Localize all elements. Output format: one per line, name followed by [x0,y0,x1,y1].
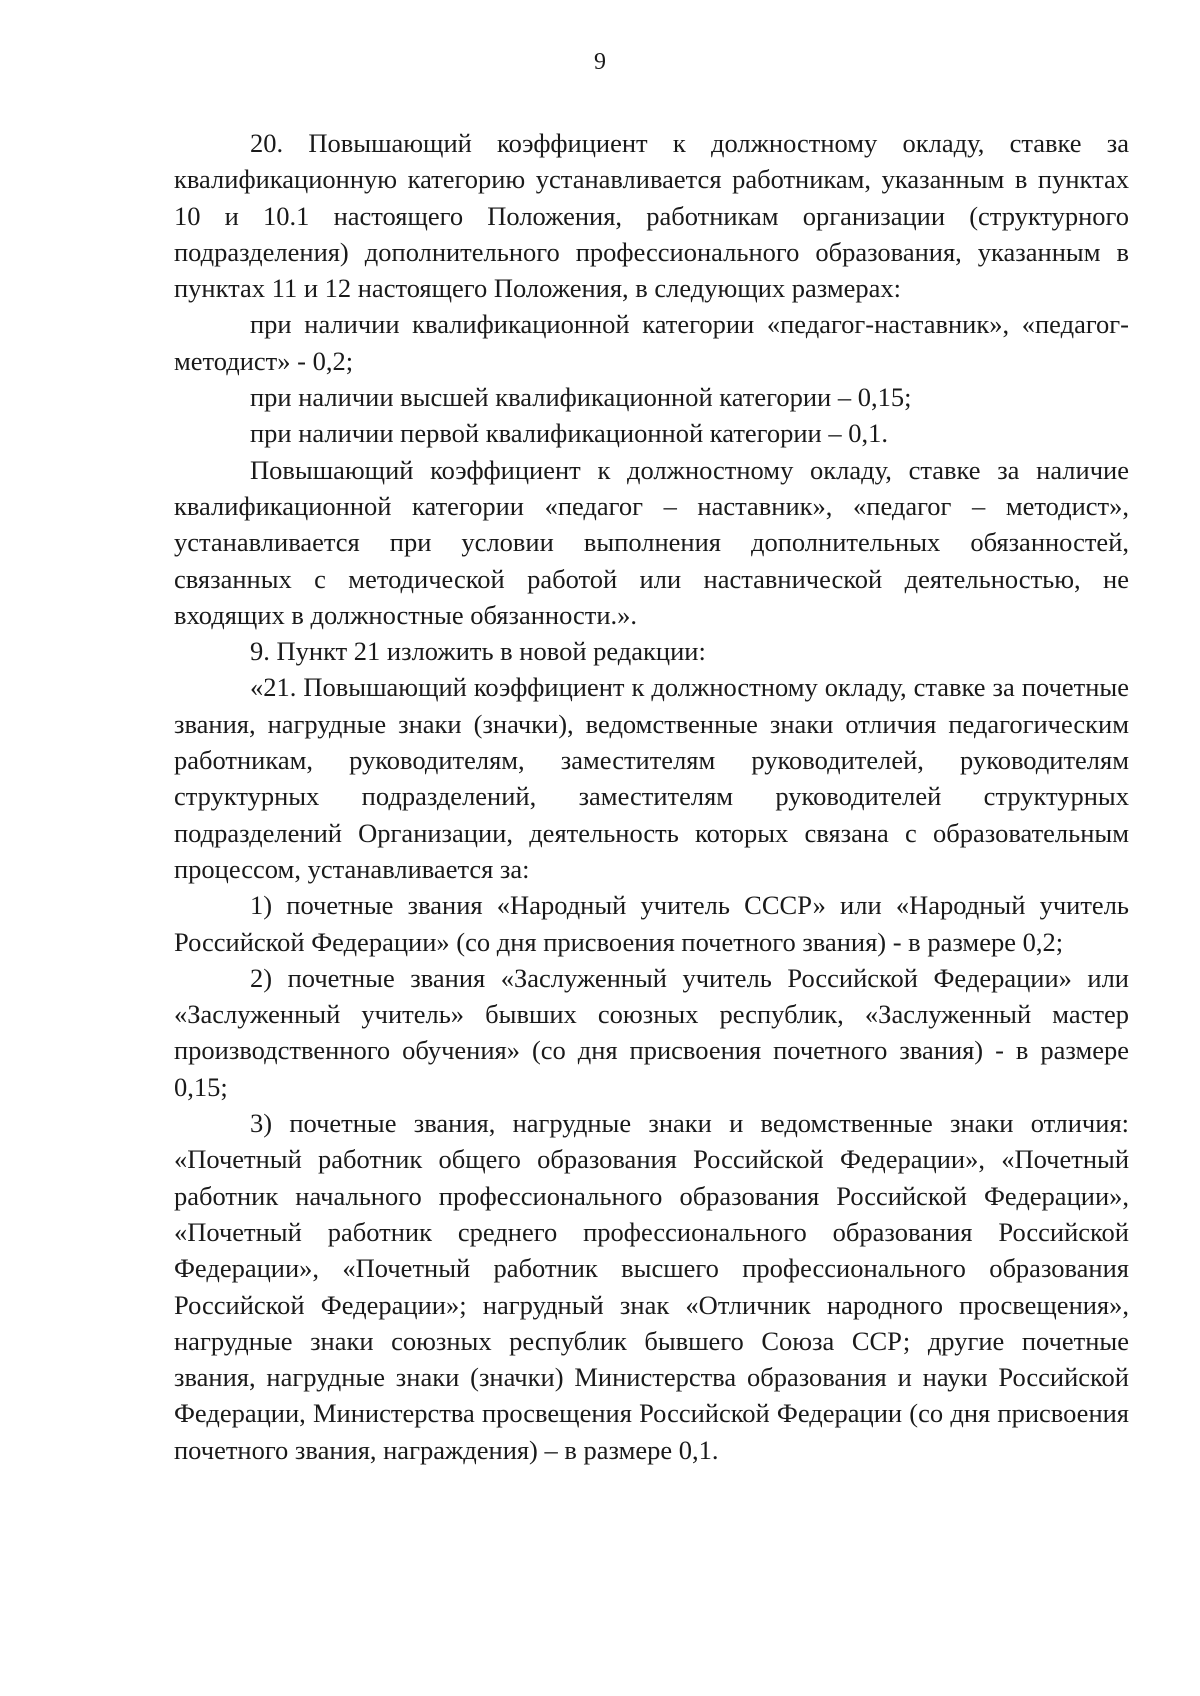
paragraph-point-9: 9. Пункт 21 изложить в новой редакции: [250,636,706,667]
paragraph-subitem-3: 3) почетные звания, нагрудные знаки и ведомственные знаки отличия: «Почетный работник общего образования Российской Федерации», «Почетный работник начального профессионального образования Российской Федерации», «Почетный работник среднего профессионального образования Российской Федерации», «Почетный работник высшего профессионального образования Российской Федерации»; нагрудный знак «Отличник народного просвещения», нагрудные знаки союзных республик бывшего Союза ССР; другие почетные звания, нагрудные знаки (значки) Министерства образования и науки Российской Федерации, Министерства просвещения Российской Федерации (со дня присвоения почетного звания, награждения) – в размере 0,1. [174,1108,1129,1465]
paragraph-item-20: 20. Повышающий коэффициент к должностному окладу, ставке за квалификационную категорию устанавливается работникам, указанным в пунктах 10 и 10.1 настоящего Положения, работникам организации (структурного подразделения) дополнительного профессионального образования, указанным в пунктах 11 и 12 настоящего Положения, в следующих размерах: [174,128,1129,304]
paragraph-highest-category: при наличии высшей квалификационной категории – 0,15; [250,382,912,413]
page-number: 9 [594,49,606,75]
paragraph-subitem-1: 1) почетные звания «Народный учитель СССР» или «Народный учитель Российской Федерации» (со дня присвоения почетного звания) - в размере 0,2; [174,890,1129,957]
paragraph-coefficient-condition: Повышающий коэффициент к должностному окладу, ставке за наличие квалификационной категории «педагог – наставник», «педагог – методист», устанавливается при условии выполнения дополнительных обязанностей, связанных с методической работой или наставнической деятельностью, не входящих в должностные обязанности.». [174,454,1129,630]
paragraph-first-category: при наличии первой квалификационной категории – 0,1. [250,418,888,449]
paragraph-subitem-2: 2) почетные звания «Заслуженный учитель Российской Федерации» или «Заслуженный учитель» бывших союзных республик, «Заслуженный мастер производственного обучения» (со дня присвоения почетного звания) - в размере 0,15; [174,962,1129,1102]
paragraph-mentor-category: при наличии квалификационной категории «педагог-наставник», «педагог-методист» - 0,2; [174,309,1129,376]
document-body [174,125,1129,1468]
paragraph-item-21: «21. Повышающий коэффициент к должностному окладу, ставке за почетные звания, нагрудные знаки (значки), ведомственные знаки отличия педагогическим работникам, руководителям, заместителям руководителей, руководителям структурных подразделений, заместителям руководителей структурных подразделений Организации, деятельность которых связана с образовательным процессом, устанавливается за: [174,672,1129,884]
